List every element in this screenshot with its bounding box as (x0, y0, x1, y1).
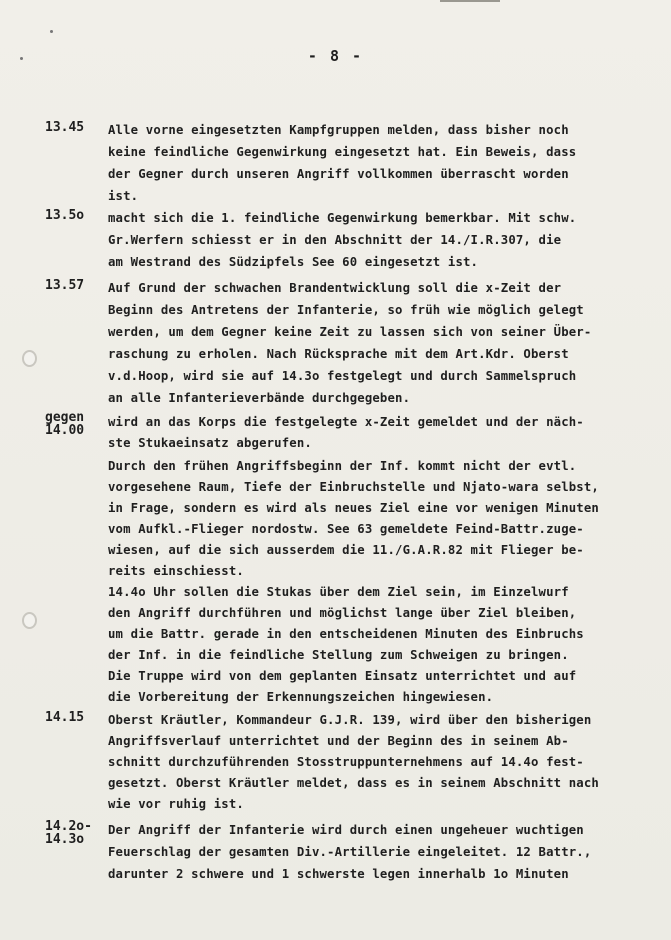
entry-line: Oberst Kräutler, Kommandeur G.J.R. 139, wird über den bisherigen (108, 713, 592, 727)
entry-line: vom Aufkl.-Flieger nordostw. See 63 gemeldete Feind-Battr.zuge- (108, 522, 584, 536)
entry-line: wie vor ruhig ist. (108, 797, 244, 811)
entry-line: am Westrand des Südzipfels See 60 eingesetzt ist. (108, 255, 479, 269)
entry-line: darunter 2 schwere und 1 schwerste legen innerhalb 1o Minuten (108, 867, 569, 881)
entry-line: wird an das Korps die festgelegte x-Zeit gemeldet und der näch- (108, 415, 584, 429)
entry-time: 13.5o (45, 208, 85, 223)
entry-line: wiesen, auf die sich ausserdem die 11./G.A.R.82 mit Flieger be- (108, 543, 584, 557)
entry-line: den Angriff durchführen und möglichst lange über Ziel bleiben, (108, 606, 577, 620)
entry-line: Alle vorne eingesetzten Kampfgruppen melden, dass bisher noch (108, 123, 569, 137)
entry-line: raschung zu erholen. Nach Rücksprache mit dem Art.Kdr. Oberst (108, 347, 569, 361)
page-number: - 8 - (307, 47, 364, 65)
entry-line: Auf Grund der schwachen Brandentwicklung soll die x-Zeit der (108, 281, 562, 295)
entry-line: schnitt durchzuführenden Stosstruppunternehmens auf 14.4o fest- (108, 755, 584, 769)
entry-line: der Inf. in die feindliche Stellung zum Schweigen zu bringen. (108, 648, 569, 662)
entry-line: Der Angriff der Infanterie wird durch einen ungeheuer wuchtigen (108, 823, 584, 837)
entry-line: werden, um dem Gegner keine Zeit zu lassen sich von seiner Über- (108, 325, 592, 339)
entry-line: vorgesehene Raum, Tiefe der Einbruchstelle und Njato-wara selbst, (108, 480, 599, 494)
entry-line: macht sich die 1. feindliche Gegenwirkung bemerkbar. Mit schw. (108, 211, 577, 225)
scan-mark (440, 0, 500, 2)
entry-time: 13.57 (45, 278, 85, 293)
entry-line: Angriffsverlauf unterrichtet und der Beginn des in seinem Ab- (108, 734, 569, 748)
entry-line: gesetzt. Oberst Kräutler meldet, dass es in seinem Abschnitt nach (108, 776, 599, 790)
entry-line: der Gegner durch unseren Angriff vollkommen überrascht worden (108, 167, 569, 181)
entry-line: keine feindliche Gegenwirkung eingesetzt hat. Ein Beweis, dass (108, 145, 577, 159)
entry-line: Feuerschlag der gesamten Div.-Artillerie eingeleitet. 12 Battr., (108, 845, 592, 859)
punch-hole (22, 612, 37, 629)
entry-line: um die Battr. gerade in den entscheidenen Minuten des Einbruchs (108, 627, 584, 641)
entry-time: 13.45 (45, 120, 85, 135)
entry-line: Gr.Werfern schiesst er in den Abschnitt der 14./I.R.307, die (108, 233, 562, 247)
entry-line: v.d.Hoop, wird sie auf 14.3o festgelegt und durch Sammelspruch (108, 369, 577, 383)
entry-line: die Vorbereitung der Erkennungszeichen hingewiesen. (108, 690, 494, 704)
entry-line: Durch den frühen Angriffsbeginn der Inf. kommt nicht der evtl. (108, 459, 577, 473)
entry-line: an alle Infanterieverbände durchgegeben. (108, 391, 411, 405)
scan-speck (50, 30, 53, 33)
entry-time: gegen 14.00 (45, 410, 85, 438)
entry-line: ste Stukaeinsatz abgerufen. (108, 436, 312, 450)
punch-hole (22, 350, 37, 367)
entry-line: in Frage, sondern es wird als neues Ziel eine vor wenigen Minuten (108, 501, 599, 515)
entry-line: reits einschiesst. (108, 564, 244, 578)
entry-line: Beginn des Antretens der Infanterie, so früh wie möglich gelegt (108, 303, 584, 317)
entry-line: Die Truppe wird von dem geplanten Einsatz unterrichtet und auf (108, 669, 577, 683)
entry-line: ist. (108, 189, 139, 203)
entry-line: 14.4o Uhr sollen die Stukas über dem Ziel sein, im Einzelwurf (108, 585, 569, 599)
entry-time: 14.15 (45, 710, 85, 725)
entry-time: 14.2o- 14.3o (45, 819, 92, 847)
